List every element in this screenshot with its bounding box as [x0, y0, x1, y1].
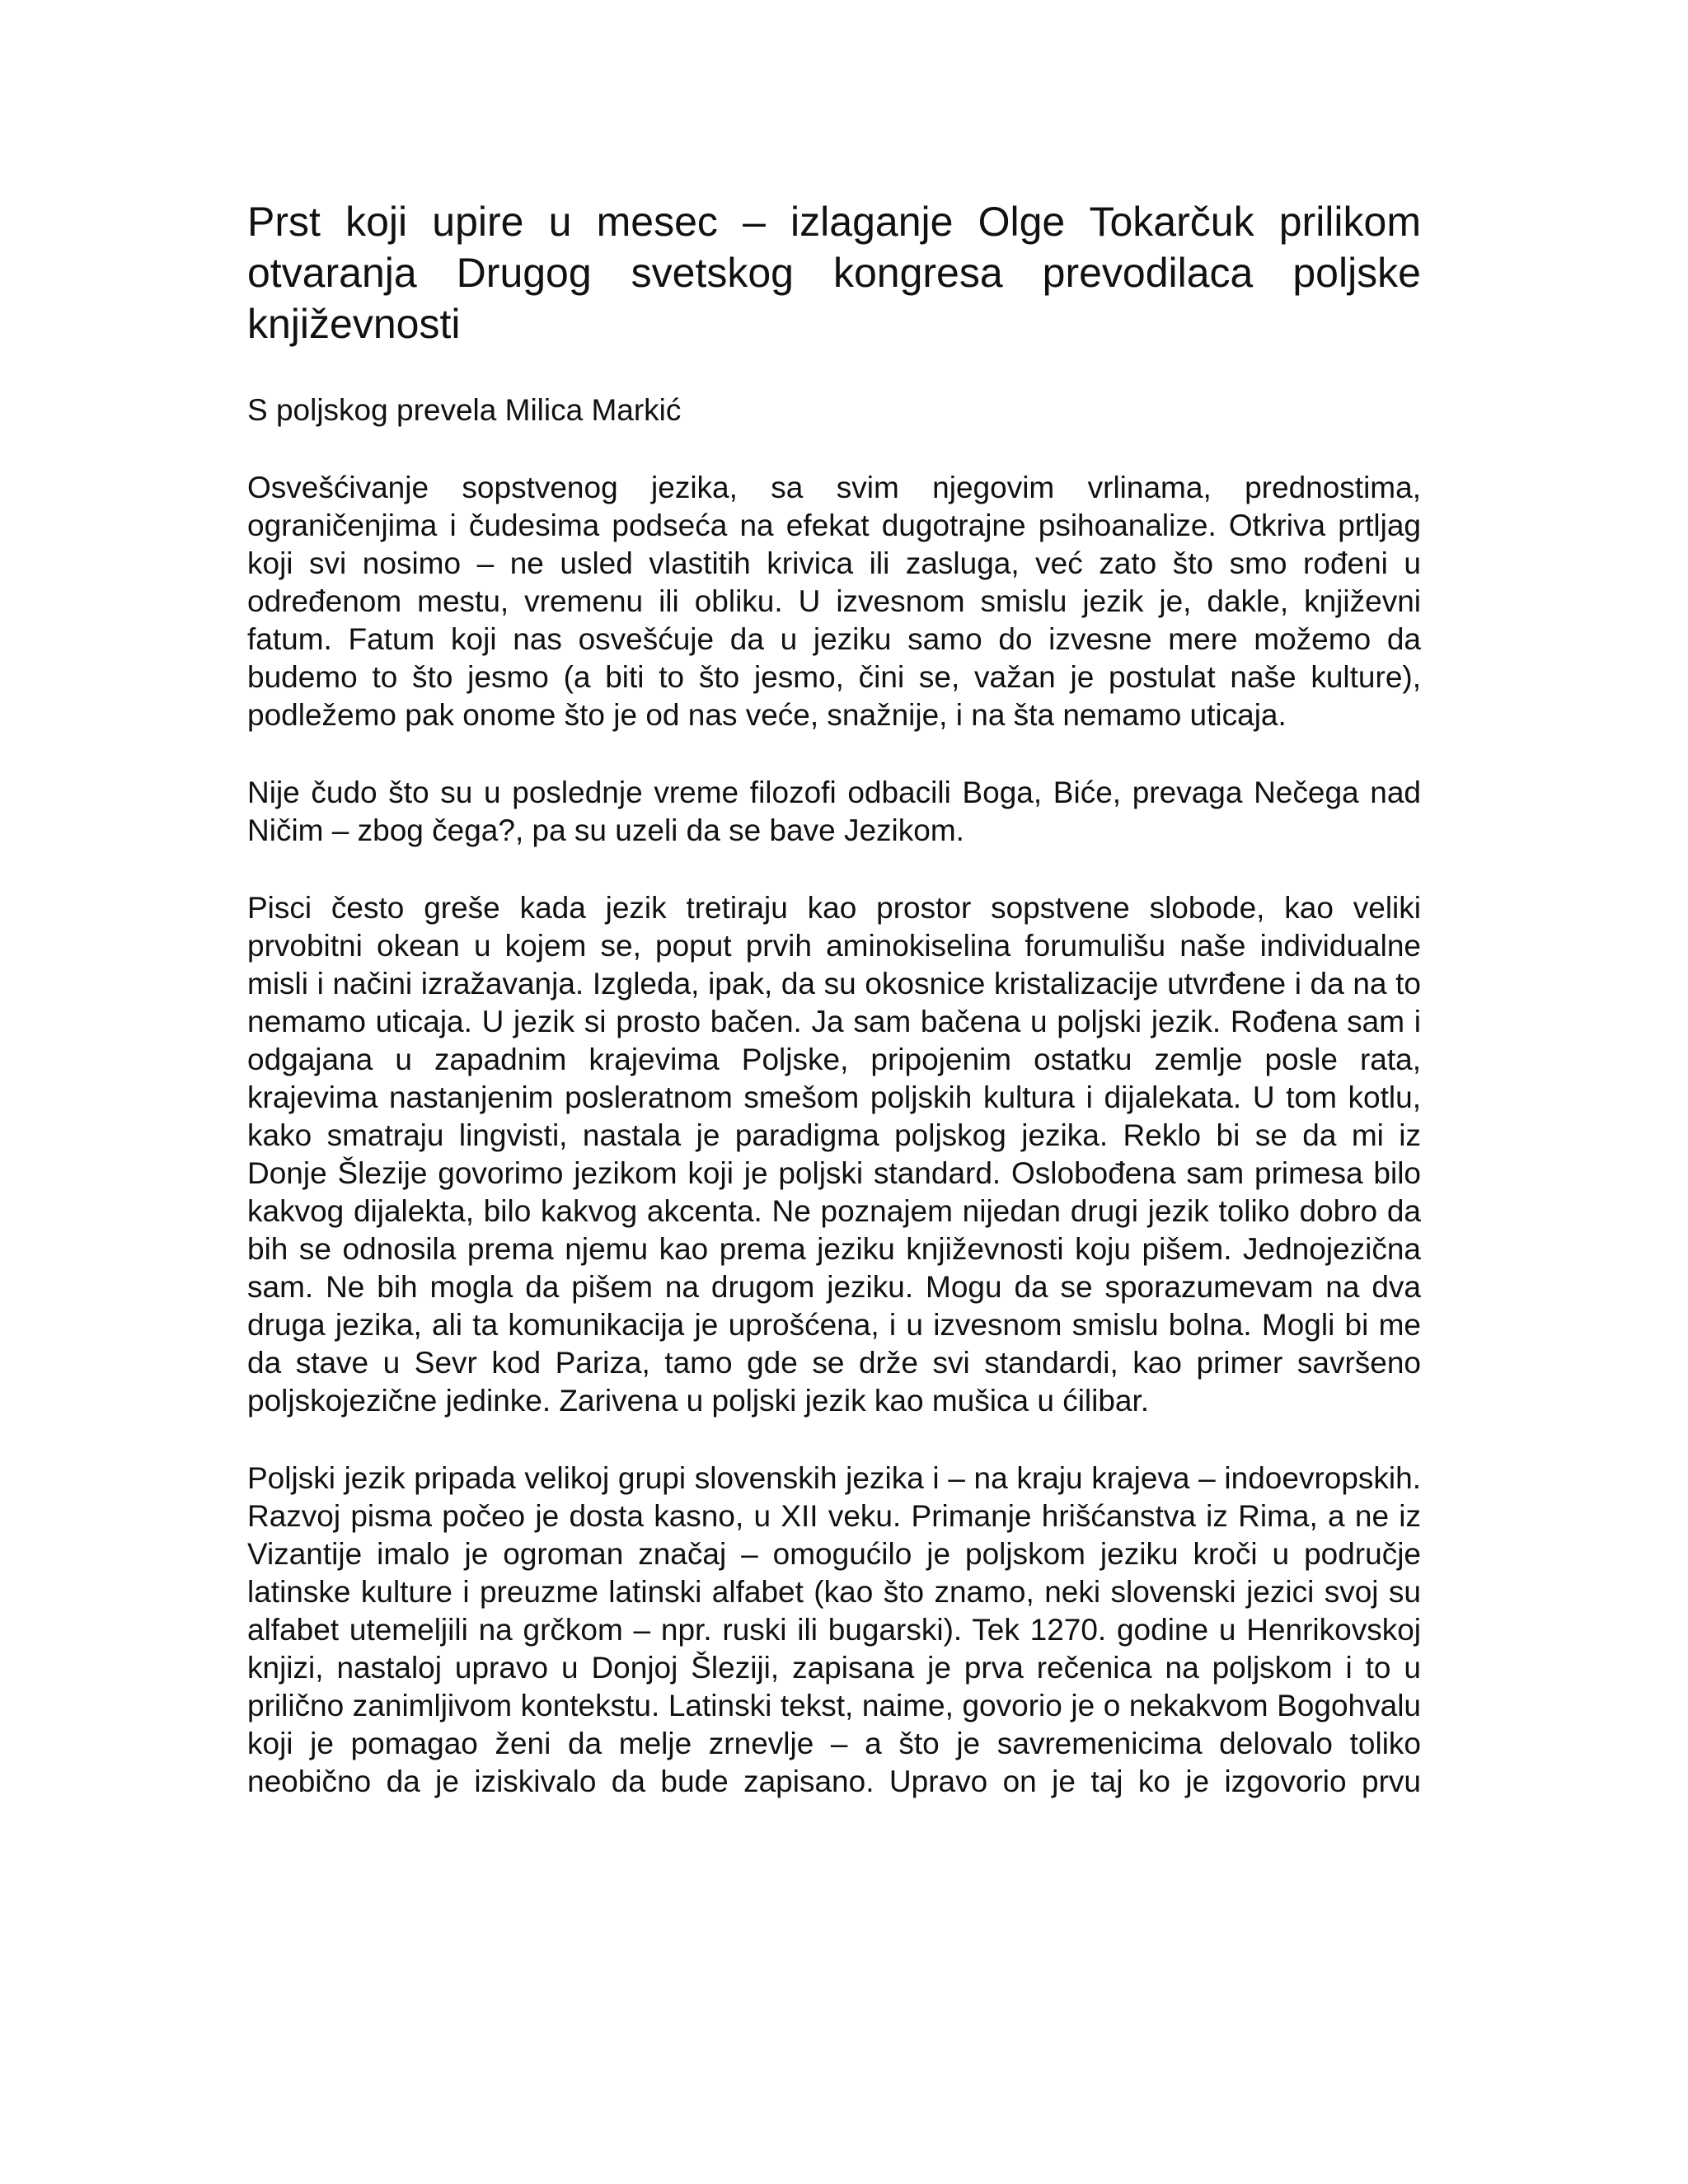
document-title: Prst koji upire u mesec – izlaganje Olge Tokarčuk prilikom otvaranja Drugog svetskog kongresa prevodilaca poljske književnosti [247, 199, 1421, 347]
translator-credit: S poljskog prevela Milica Markić [247, 393, 682, 427]
paragraph-3: Pisci često greše kada jezik tretiraju kao prostor sopstvene slobode, kao veliki prvobitni okean u kojem se, poput prvih aminokiselina forumulišu naše individualne misli i načini izražavanja. Izgleda, ipak, da su okosnice kristalizacije utvrđene i da na to nemamo uticaja. U jezik si prosto bačen. Ja sam bačena u poljski jezik. Rođena sam i odgajana u zapadnim krajevima Poljske, pripojenim ostatku zemlje posle rata, krajevima nastanjenim posleratnom smešom poljskih kultura i dijalekata. U tom kotlu, kako smatraju lingvisti, nastala je paradigma poljskog jezika. Reklo bi se da mi iz Donje Šlezije govorimo jezikom koji je poljski standard. Oslobođena sam primesa bilo kakvog dijalekta, bilo kakvog akcenta. Ne poznajem nijedan drugi jezik toliko dobro da bih se odnosila prema njemu kao prema jeziku književnosti koju pišem. Jednojezična sam. Ne bih mogla da pišem na drugom jeziku. Mogu da se sporazumevam na dva druga jezika, ali ta komunikacija je uprošćena, i u izvesnom smislu bolna. Mogli bi me da stave u Sevr kod Pariza, tamo gde se drže svi standardi, kao primer savršeno poljskojezične jedinke. Zarivena u poljski jezik kao mušica u ćilibar. [247, 891, 1421, 1418]
paragraph-2: Nije čudo što su u poslednje vreme filozofi odbacili Boga, Biće, prevaga Nečega nad Ničim – zbog čega?, pa su uzeli da se bave Jezikom. [247, 776, 1421, 847]
paragraph-1: Osvešćivanje sopstvenog jezika, sa svim njegovim vrlinama, prednostima, ograničenjima i čudesima podseća na efekat dugotrajne psihoanalize. Otkriva prtljag koji svi nosimo – ne usled vlastitih krivica ili zasluga, već zato što smo rođeni u određenom mestu, vremenu ili obliku. U izvesnom smislu jezik je, dakle, književni fatum. Fatum koji nas osvešćuje da u jeziku samo do izvesne mere možemo da budemo to što jesmo (a biti to što jesmo, čini se, važan je postulat naše kulture), podležemo pak onome što je od nas veće, snažnije, i na šta nemamo uticaja. [247, 471, 1421, 732]
paragraph-4: Poljski jezik pripada velikoj grupi slovenskih jezika i – na kraju krajeva – indoevropskih. Razvoj pisma počeo je dosta kasno, u XII veku. Primanje hrišćanstva iz Rima, a ne iz Vizantije imalo je ogroman značaj – omogućilo je poljskom jeziku kroči u područje latinske kulture i preuzme latinski alfabet (kao što znamo, neki slovenski jezici svoj su alfabet utemeljili na grčkom – npr. ruski ili bugarski). Tek 1270. godine u Henrikovskoj knjizi, nastaloj upravo u Donjoj Šleziji, zapisana je prva rečenica na poljskom i to u prilično zanimljivom kontekstu. Latinski tekst, naime, govorio je o nekakvom Bogohvalu koji je pomagao ženi da melje zrnevlje – a što je savremenicima delovalo toliko neobično da je iziskivalo da bude zapisano. Upravo on je taj ko je izgovorio prvu [247, 1461, 1421, 1798]
document-page [247, 196, 1421, 1801]
